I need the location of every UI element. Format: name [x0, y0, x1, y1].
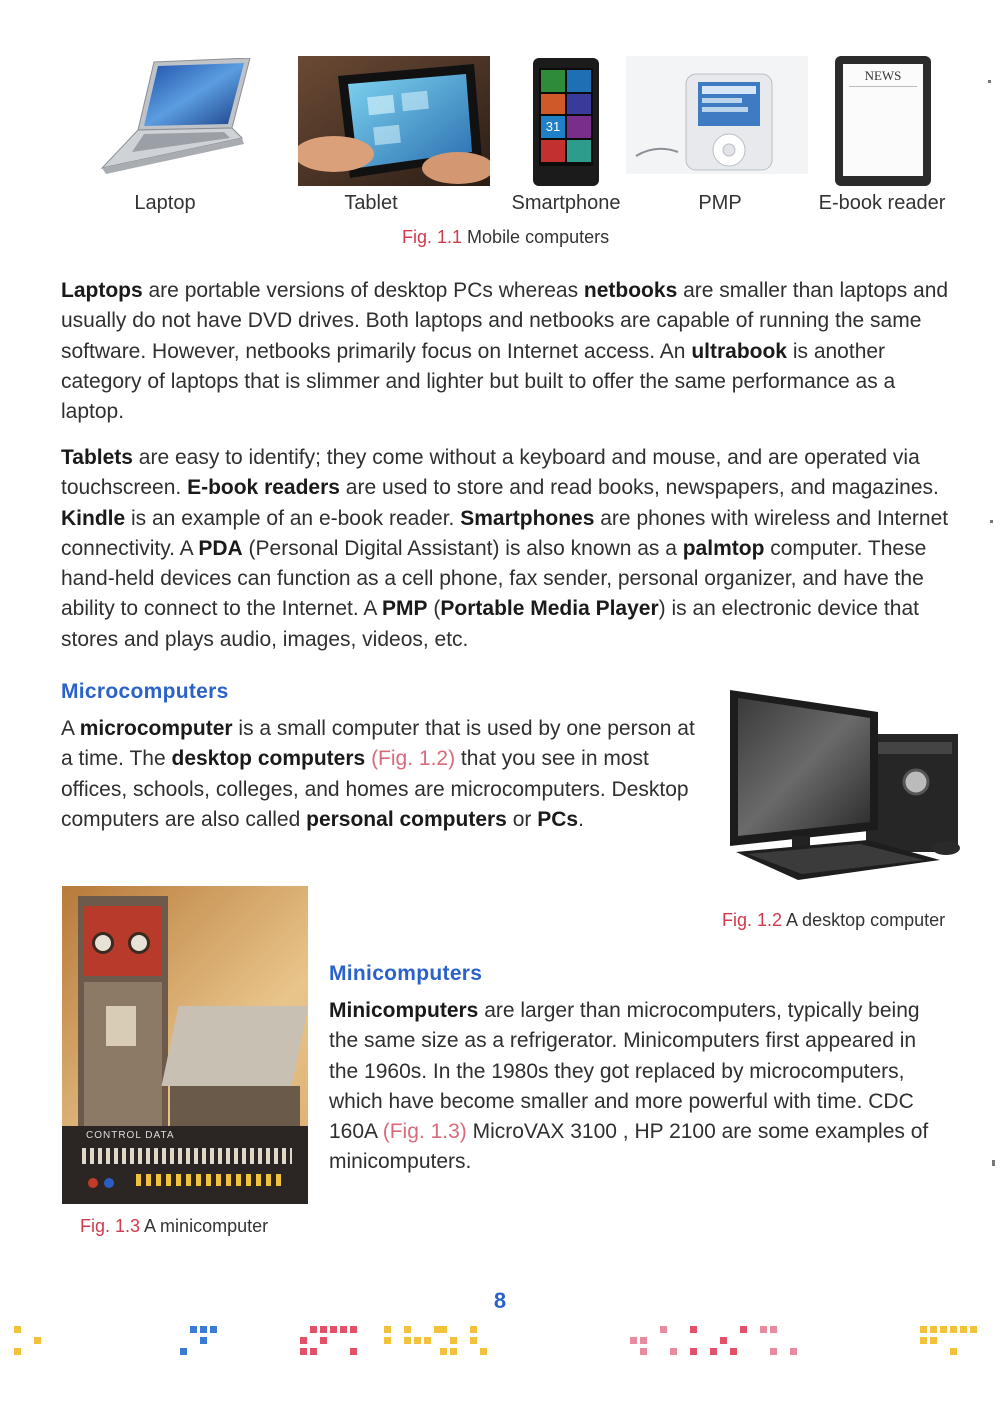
scan-mark: [988, 80, 991, 83]
text-run: ) is an electronic device that stores and plays audio, images, videos, etc.: [61, 597, 919, 651]
figure-1-1-caption: [402, 227, 609, 248]
text-run: are portable versions of desktop PCs whereas: [142, 279, 584, 302]
text-run: or: [506, 807, 538, 831]
figure-1-3-caption: [80, 1216, 268, 1237]
footer-pixel: [640, 1337, 647, 1344]
text-run: is a small computer that is used by one person at a time. The: [61, 717, 695, 771]
footer-pixel: [960, 1326, 967, 1333]
ebook-screen-title: NEWS: [864, 68, 902, 83]
figure-1-1-text: Mobile computers: [467, 227, 610, 247]
footer-pixel: [404, 1337, 411, 1344]
bold-term: E-book readers: [187, 476, 340, 500]
tablet-icon: [298, 56, 490, 186]
bold-term: desktop computers: [171, 747, 366, 771]
footer-pixel: [920, 1337, 927, 1344]
footer-pixel: [190, 1326, 197, 1333]
footer-pixel: [34, 1337, 41, 1344]
ebook-reader-label: E-book reader: [818, 192, 946, 214]
bold-term: palmtop: [682, 536, 765, 560]
footer-pixel: [320, 1326, 327, 1333]
text-run: are larger than microcomputers, typically being the same size as a refrigerator. Minicomputers first appeared in the 1960s. In the 1980s they got replaced by microcomputers, which have become smaller and more powerful with time. CDC 160A: [329, 999, 920, 1144]
smartphone-calendar-tile: 31: [541, 116, 565, 138]
footer-pixel: [210, 1326, 217, 1333]
footer-pixel: [320, 1337, 327, 1344]
footer-pixel: [470, 1326, 477, 1333]
text-run: MicroVAX 3100 , HP 2100 are some examples of minicomputers.: [329, 1120, 929, 1174]
bold-term: PCs: [537, 807, 579, 831]
footer-pixel: [180, 1348, 187, 1355]
footer-pixel: [710, 1348, 717, 1355]
footer-pixel: [470, 1337, 477, 1344]
bold-term: PMP: [382, 597, 428, 621]
footer-pixel: [384, 1337, 391, 1344]
bold-term: Minicomputers: [329, 999, 479, 1022]
text-run: A: [61, 717, 80, 740]
text-run: are phones with wireless and Internet connectivity. A: [61, 506, 949, 560]
text-run: is another category of laptops that is slimmer and lighter but built to offer the same performance as a laptop.: [61, 339, 896, 424]
bold-term: Laptops: [61, 279, 143, 302]
tablets-paragraph: [61, 443, 951, 655]
footer-pixel: [310, 1348, 317, 1355]
footer-pixel: [450, 1348, 457, 1355]
page-number: 8: [493, 1288, 507, 1313]
footer-pixel: [950, 1326, 957, 1333]
bold-term: ultrabook: [691, 339, 787, 363]
footer-pixel: [330, 1326, 337, 1333]
footer-pixel: [404, 1326, 411, 1333]
footer-pixel: [480, 1348, 487, 1355]
figure-1-3-number: Fig. 1.3: [80, 1216, 141, 1236]
footer-pixel: [660, 1326, 667, 1333]
bold-term: Kindle: [61, 506, 126, 530]
figure-reference: (Fig. 1.3): [382, 1120, 467, 1144]
figure-1-2-number: Fig. 1.2: [722, 910, 783, 930]
footer-pixel: [200, 1337, 207, 1344]
figure-1-2-text: A desktop computer: [786, 910, 946, 930]
footer-pixel: [670, 1348, 677, 1355]
footer-pixel: [14, 1326, 21, 1333]
text-run: .: [578, 807, 584, 831]
text-run: (: [427, 597, 441, 621]
footer-pixel-decoration: [0, 1318, 1000, 1368]
footer-pixel: [690, 1326, 697, 1333]
text-run: computer. These hand-held devices can function as a cell phone, fax sender, personal organizer, and have the ability to connect to the Internet. A: [61, 536, 927, 621]
laptops-paragraph: [61, 276, 951, 427]
pmp-label: PMP: [698, 192, 742, 214]
footer-pixel: [970, 1326, 977, 1333]
footer-pixel: [730, 1348, 737, 1355]
text-run: is an example of an e-book reader.: [125, 506, 461, 530]
text-run: are easy to identify; they come without a keyboard and mouse, and are operated via touchscreen.: [61, 446, 920, 500]
footer-pixel: [930, 1337, 937, 1344]
bold-term: personal computers: [306, 807, 507, 831]
figure-1-1-number: Fig. 1.1: [402, 227, 463, 247]
laptop-icon: [92, 58, 252, 176]
text-run: are used to store and read books, newspapers, and magazines.: [339, 476, 939, 500]
footer-pixel: [340, 1326, 347, 1333]
minicomputer-icon: [62, 886, 308, 1204]
microcomputers-heading: Microcomputers: [61, 680, 229, 703]
footer-pixel: [310, 1326, 317, 1333]
figure-1-3-text: A minicomputer: [144, 1216, 269, 1236]
bold-term: Tablets: [61, 446, 133, 469]
bold-term: netbooks: [583, 279, 678, 302]
minicomputers-paragraph: [329, 996, 949, 1178]
minicomputers-heading: Minicomputers: [329, 962, 483, 985]
bold-term: Smartphones: [460, 506, 595, 530]
footer-pixel: [14, 1348, 21, 1355]
scan-mark: [992, 1160, 995, 1166]
minicomputer-brand-label: CONTROL DATA: [86, 1130, 175, 1141]
footer-pixel: [440, 1348, 447, 1355]
footer-pixel: [630, 1337, 637, 1344]
footer-pixel: [350, 1326, 357, 1333]
footer-pixel: [424, 1337, 431, 1344]
footer-pixel: [690, 1348, 697, 1355]
footer-pixel: [414, 1337, 421, 1344]
footer-pixel: [720, 1337, 727, 1344]
footer-pixel: [940, 1326, 947, 1333]
media-player-icon: [626, 56, 808, 174]
footer-pixel: [790, 1348, 797, 1355]
footer-pixel: [640, 1348, 647, 1355]
bold-term: Portable Media Player: [440, 597, 659, 621]
figure-1-2-caption: [722, 910, 945, 931]
footer-pixel: [950, 1348, 957, 1355]
footer-pixel: [760, 1326, 767, 1333]
footer-pixel: [440, 1326, 447, 1333]
footer-pixel: [450, 1337, 457, 1344]
text-run: (Personal Digital Assistant) is also known as a: [242, 536, 683, 560]
tablet-label: Tablet: [344, 192, 398, 214]
microcomputers-paragraph: [61, 714, 701, 835]
figure-reference: (Fig. 1.2): [371, 747, 456, 771]
footer-pixel: [350, 1348, 357, 1355]
scan-mark: [990, 520, 993, 523]
bold-term: PDA: [198, 536, 243, 560]
footer-pixel: [930, 1326, 937, 1333]
text-run: that you see in most offices, schools, colleges, and homes are microcomputers. Desktop computers are also called: [61, 747, 689, 831]
desktop-computer-icon: [728, 690, 966, 882]
smartphone-label: Smartphone: [511, 192, 621, 214]
text-run: are smaller than laptops and usually do not have DVD drives. Both laptops and netbooks are capable of running the same software. However, netbooks primarily focus on Internet access. An: [61, 279, 949, 363]
footer-pixel: [920, 1326, 927, 1333]
footer-pixel: [384, 1326, 391, 1333]
footer-pixel: [300, 1348, 307, 1355]
smartphone-icon: [533, 58, 599, 186]
bold-term: microcomputer: [79, 717, 233, 740]
footer-pixel: [770, 1348, 777, 1355]
ebook-reader-icon: [835, 56, 931, 186]
footer-pixel: [200, 1326, 207, 1333]
footer-pixel: [300, 1337, 307, 1344]
laptop-label: Laptop: [134, 192, 196, 214]
footer-pixel: [740, 1326, 747, 1333]
footer-pixel: [770, 1326, 777, 1333]
